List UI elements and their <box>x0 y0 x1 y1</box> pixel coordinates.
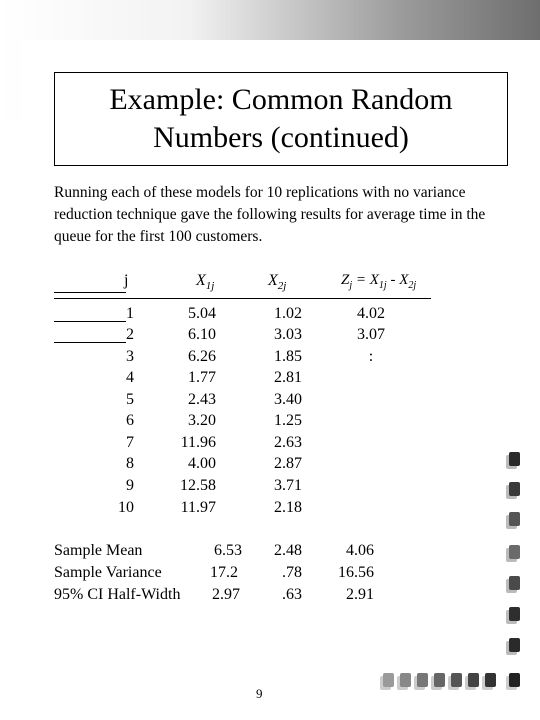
slide-title <box>54 72 508 166</box>
header-x1j: $X_{1j}$ <box>196 272 215 293</box>
square-icon <box>417 673 428 687</box>
summary-z: 16.56 <box>338 564 374 581</box>
table-cell-x1: 6.10 <box>188 326 216 343</box>
square-icon <box>509 452 520 466</box>
square-icon <box>468 673 479 687</box>
square-icon <box>485 673 496 687</box>
table-cell-x2: 2.18 <box>274 499 302 516</box>
summary-x1: 17.2 <box>210 564 238 581</box>
square-icon <box>509 576 520 590</box>
table-cell-j: 9 <box>126 477 134 494</box>
summary-x2: .78 <box>282 564 302 581</box>
square-icon <box>509 607 520 621</box>
table-cell-x1: 5.04 <box>188 305 216 322</box>
table-cell-x1: 4.00 <box>188 455 216 472</box>
square-icon <box>451 673 462 687</box>
table-cell-x2: 3.71 <box>274 477 302 494</box>
square-icon <box>509 638 520 652</box>
table-cell-j: 1 <box>126 305 134 322</box>
table-cell-z: : <box>368 348 374 365</box>
header-rule <box>54 298 431 299</box>
table-cell-x2: 1.25 <box>274 412 302 429</box>
table-cell-x1: 11.96 <box>180 434 216 451</box>
title-line-1: Example: Common Random <box>109 83 453 116</box>
summary-label: 95% CI Half-Width <box>54 586 181 603</box>
table-cell-j: 5 <box>126 391 134 408</box>
summary-label: Sample Mean <box>54 542 143 559</box>
table-cell-z: 4.02 <box>357 305 385 322</box>
table-cell-z: 3.07 <box>357 326 385 343</box>
square-icon <box>509 673 520 687</box>
table-cell-j: 6 <box>126 412 134 429</box>
title-line-2: Numbers (continued) <box>153 121 409 154</box>
table-cell-x2: 3.40 <box>274 391 302 408</box>
intro-paragraph: Running each of these models for 10 replications with no variance reduction technique gave the following results for average time in the queue for the first 100 customers. <box>54 184 486 245</box>
square-icon <box>434 673 445 687</box>
square-icon <box>509 512 520 526</box>
table-cell-x2: 2.81 <box>274 369 302 386</box>
table-cell-j: 2 <box>126 326 134 343</box>
page-number: 9 <box>256 686 263 701</box>
table-cell-j: 7 <box>126 434 134 451</box>
table-cell-j: 8 <box>126 455 134 472</box>
table-cell-x2: 2.87 <box>274 455 302 472</box>
table-cell-x2: 2.63 <box>274 434 302 451</box>
summary-x2: 2.48 <box>274 542 302 559</box>
summary-x1: 2.97 <box>212 586 240 603</box>
summary-x2: .63 <box>282 586 302 603</box>
table-cell-x1: 3.20 <box>188 412 216 429</box>
square-icon <box>400 673 411 687</box>
table-cell-x2: 1.85 <box>274 348 302 365</box>
table-cell-x1: 11.97 <box>180 499 216 516</box>
table-cell-x2: 3.03 <box>274 326 302 343</box>
header-j: j <box>124 272 129 289</box>
table-cell-j: 10 <box>118 499 134 516</box>
table-cell-j: 4 <box>126 369 134 386</box>
table-cell-x1: 1.77 <box>188 369 216 386</box>
summary-x1: 6.53 <box>214 542 242 559</box>
square-icon <box>383 673 394 687</box>
square-icon <box>509 545 520 559</box>
header-zj-formula: $Z_j = X_{1j} - X_{2j}$ <box>341 272 417 291</box>
table-cell-x1: 2.43 <box>188 391 216 408</box>
summary-z: 2.91 <box>346 586 374 603</box>
square-icon <box>509 482 520 496</box>
header-x2j: $X_{2j}$ <box>268 272 287 293</box>
table-cell-x1: 6.26 <box>188 348 216 365</box>
table-cell-j: 3 <box>126 348 134 365</box>
summary-z: 4.06 <box>346 542 374 559</box>
table-cell-x2: 1.02 <box>274 305 302 322</box>
summary-label: Sample Variance <box>54 564 162 581</box>
table-cell-x1: 12.58 <box>180 477 216 494</box>
header-underline-blank <box>54 292 126 293</box>
